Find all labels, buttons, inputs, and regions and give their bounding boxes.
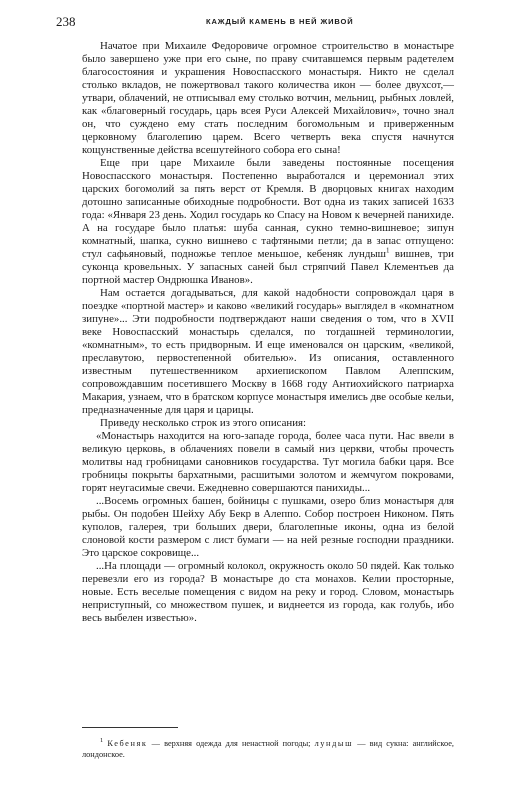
footnote-definition: — верхняя одежда для ненастной погоды; xyxy=(147,738,315,748)
paragraph-text-tail: вишнев, три суконца кровельных. У запасных саней был стряпчий Павел Клементьев да портной мастер Ондрюшка Иванов». xyxy=(82,248,454,286)
paragraph: Начатое при Михаиле Федоровиче огромное строительство в монастыре было завершено уже при его сыне, по праву считавшемся первым радетелем благосостояния и украшения Новоспасского монастыря. Никто не сделал столько вкладов, не пожертвовал такого количества икон — более двухсот,— утвари, облачений, не отписывал ему столько вотчин, мельниц, рыбных ловлей, как «благоверный государь, царь всея Руси Алексей Михайлович», точно знал он, что суждено ему стать последним богомольным и приверженным церковному благолепию царем. Всего четверть века спустя начнутся кощунственные действа всешутейного собора его сына! xyxy=(82,40,454,156)
page-header xyxy=(56,14,466,32)
footnote-mark: 1 xyxy=(100,737,104,744)
footnote-term: лундыш xyxy=(314,738,354,748)
footnote-term: Кебеняк xyxy=(107,738,148,748)
page-number: 238 xyxy=(56,14,76,29)
quote-paragraph: ...На площади — огромный колокол, окружность около 50 пядей. Как только перевезли его из города? В монастыре до ста монахов. Келии просторные, новые. Есть веселые помещения с видом на реку и город. Словом, монастырь неприступный, со множеством пушек, и виднеется из города, как голубь, ибо весь выбелен известью». xyxy=(82,560,454,624)
paragraph: Приведу несколько строк из этого описания: xyxy=(100,417,307,429)
quote-paragraph: «Монастырь находится на юго-западе города, более часа пути. Нас ввели в великую церковь, в облачениях повели в самый низ церкви, чтобы прочесть молитвы над гробницами сановников государства. Тут могила бабки царя. Все гробницы покрыты бархатными, расшитыми золотом и жемчугом покровами, горят неугасимые свечи. Ежедневно совершаются панихиды... xyxy=(82,430,454,494)
footnote-divider xyxy=(82,727,178,728)
footnote-reference: 1 xyxy=(386,246,390,255)
quote-paragraph: ...Восемь огромных башен, бойницы с пушками, озеро близ монастыря для рыбы. Он подобен Шейху Абу Бекр в Алеппо. Собор построен Никоном. Пять куполов, галерея, три больших двери, благолепные иконы, одна из белой слоновой кости размером с лист бумаги — на ней резные господни праздники. Это царское сокровище... xyxy=(82,495,454,559)
paragraph xyxy=(82,157,454,287)
running-head: КАЖДЫЙ КАМЕНЬ В НЕЙ ЖИВОЙ xyxy=(206,17,354,26)
paragraph: Нам остается догадываться, для какой надобности сопровождал царя в поездке «портной мастер» и каково «великий государь» выглядел в «комнатном зипуне»... Эти подробности подтверждают наши сведения о том, что в XVII веке Новоспасский монастырь сделался, по тогдашней терминологии, «комнатным», то есть придворным. И еще именовался он царским, «великой, преславутою, первостепенной обителью». Из описания, оставленного известным путешественником архиепископом Павлом Алеппским, сопровождавшим посетившего Москву в 1668 году Антиохийского патриарха Макария, узнаем, что в братском корпусе монастыря имелись две особые кельи, предназначенные для царя и царицы. xyxy=(82,287,454,416)
paragraph-text: Еще при царе Михаиле были заведены постоянные посещения Новоспасского монастыря. Постепенно выработался и церемониал этих царских богомолий за пять верст от Кремля. В дворцовых книгах находим дотошно записанные обиходные подробности. Вот одна из таких записей 1633 года: «Января 23 день. Ходил государь ко Спасу на Новом к вечерней панихиде. А на государе было платья: шуба санная, сукно темно-вишневое; зипун комнатный, шапка, сукно вишнево с тафтяными петли; да в запас отпущено: стул сафьяновый, подножье теплое меньшое, кебеняк лундыш xyxy=(82,157,454,260)
main-text xyxy=(82,40,454,625)
footnote xyxy=(82,735,454,760)
footnote-definition: — вид сукна: английское, лондонское. xyxy=(82,738,455,759)
